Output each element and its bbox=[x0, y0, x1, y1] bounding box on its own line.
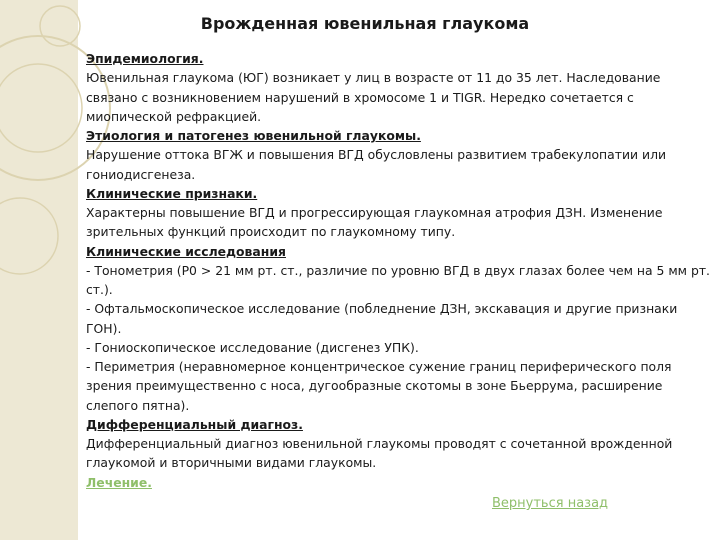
heading-clinical-studies: Клинические исследования bbox=[86, 243, 286, 259]
heading-clinical-signs: Клинические признаки. bbox=[86, 185, 258, 201]
list-item-ophthalmoscopy: - Офтальмоскопическое исследование (побледнение ДЗН, экскавация и другие признаки ГОН). bbox=[86, 301, 678, 336]
heading-etiology: Этиология и патогенез ювенильной глаукомы. bbox=[86, 128, 421, 143]
treatment-link[interactable]: Лечение. bbox=[86, 474, 152, 490]
list-item-gonioscopy: - Гониоскопическое исследование (дисгенез УПК). bbox=[86, 339, 419, 355]
text-epidemiology: Ювенильная глаукома (ЮГ) возникает у лиц в возрасте от 11 до 35 лет. Наследование связано с возникновением нарушений в хромосоме 1 и TIGR. Нередко сочетается с миопической рефракцией. bbox=[86, 70, 661, 124]
heading-differential: Дифференциальный диагноз. bbox=[86, 416, 303, 432]
back-link[interactable]: Вернуться назад bbox=[492, 496, 609, 511]
list-item-tonometry: - Тонометрия (Р0 > 21 мм рт. ст., различие по уровню ВГД в двух глазах более чем на 5 мм рт. ст.). bbox=[86, 262, 710, 297]
text-differential: Дифференциальный диагноз ювенильной глаукомы проводят с сочетанной врожденной глаукомой и вторичными видами глаукомы. bbox=[86, 436, 673, 471]
text-clinical-signs: Характерны повышение ВГД и прогрессирующая глаукомная атрофия ДЗН. Изменение зрительных функций происходит по глаукомному типу. bbox=[86, 205, 663, 240]
list-item-perimetry: - Периметрия (неравномерное концентрическое сужение границ периферического поля зрения преимущественно с носа, дугообразные скотомы в зоне Бьеррума, расширение слепого пятна). bbox=[86, 359, 672, 413]
content-body bbox=[86, 49, 710, 492]
heading-epidemiology: Эпидемиология. bbox=[86, 51, 204, 66]
text-etiology: Нарушение оттока ВГЖ и повышения ВГД обусловлены развитием трабекулопатии или гониодисгенеза. bbox=[86, 147, 667, 182]
slide-title: Врожденная ювенильная глаукома bbox=[200, 14, 530, 33]
